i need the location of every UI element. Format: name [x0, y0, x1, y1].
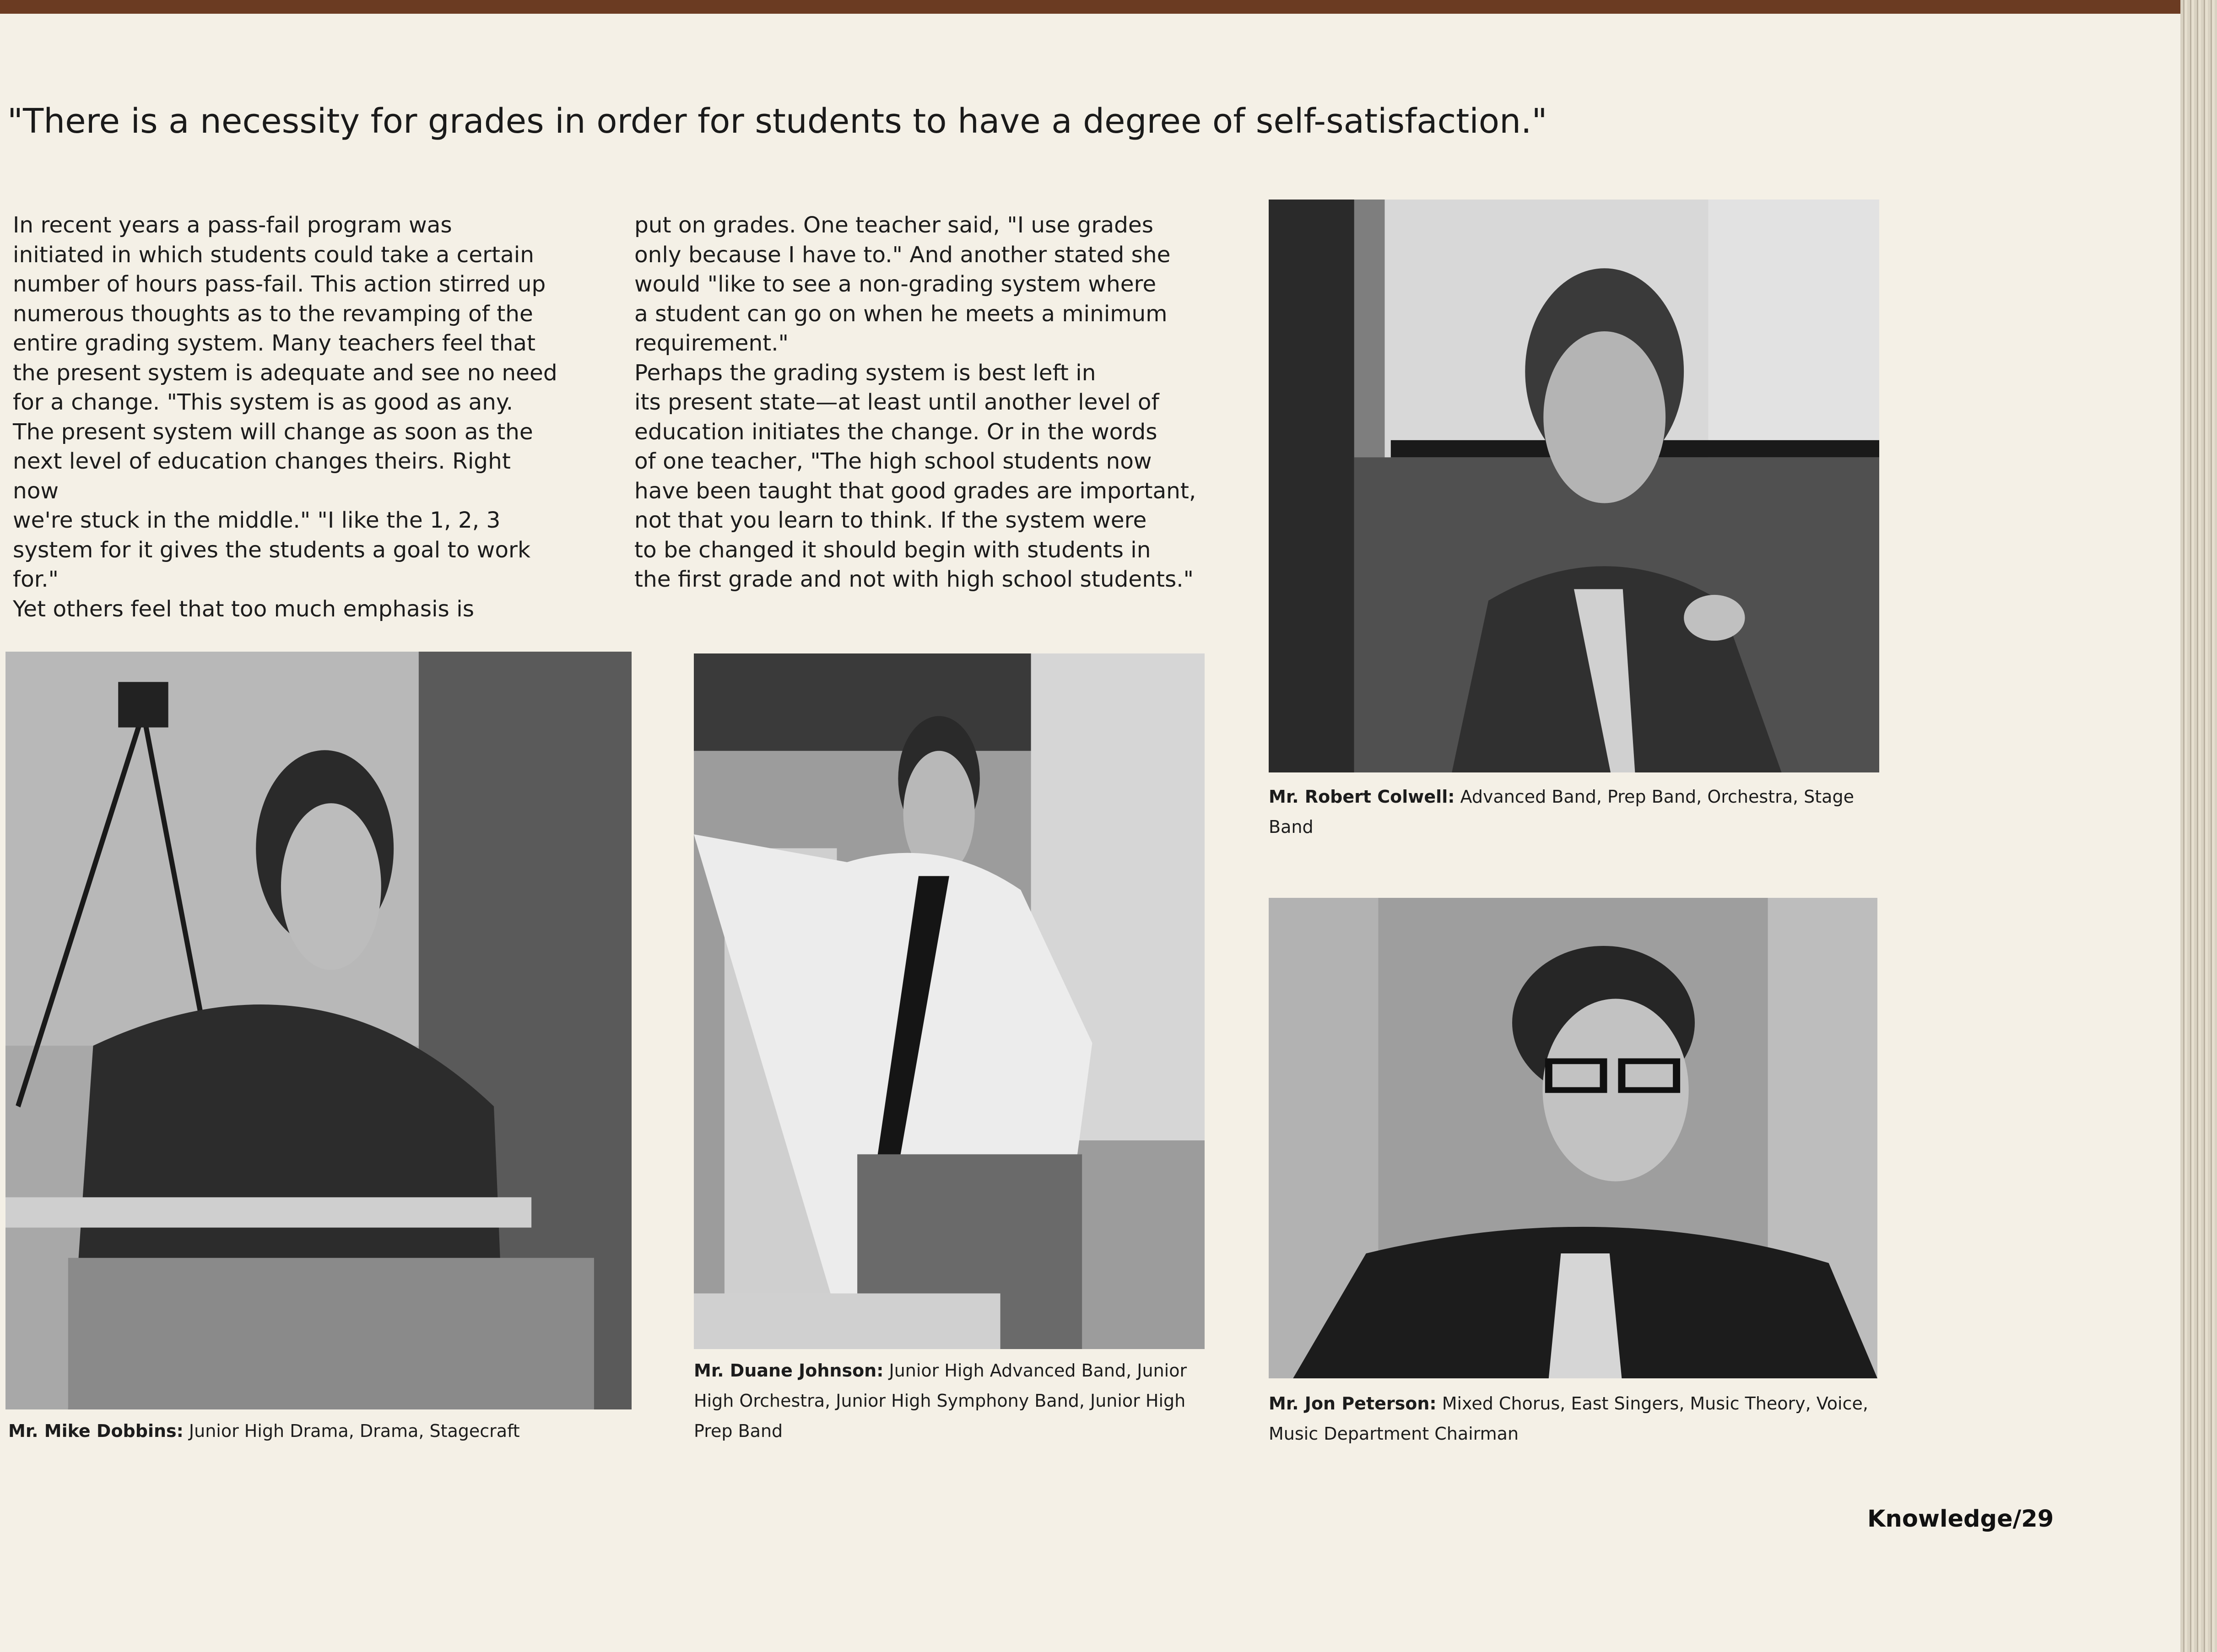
caption-name: Mr. Robert Colwell: — [1269, 787, 1455, 807]
caption-roles: Advanced Band, Prep Band, Orchestra, Stage Band — [1269, 787, 1854, 837]
photo-mike-dobbins — [5, 652, 632, 1409]
caption-duane-johnson — [694, 1355, 1211, 1446]
caption-roles: Junior High Advanced Band, Junior High Orchestra, Junior High Symphony Band, Junior High Prep Band — [694, 1360, 1187, 1441]
caption-roles: Mixed Chorus, East Singers, Music Theory, Voice, Music Department Chairman — [1269, 1393, 1868, 1444]
book-binding-top — [0, 0, 2217, 14]
photo-robert-colwell — [1269, 200, 1879, 772]
caption-name: Mr. Duane Johnson: — [694, 1360, 884, 1381]
photo-duane-johnson — [694, 653, 1205, 1349]
page-folio: Knowledge/29 — [1867, 1506, 2054, 1533]
caption-jon-peterson — [1269, 1388, 1891, 1449]
body-column-left: In recent years a pass-fail program was initiated in which students could take a certain number of hours pass-fail. This action stirred up numerous thoughts as to the revamping of the entire grading system. Many teachers feel that the present system is adequate and see no need for a change. "This system is as good as any. The present system will change as soon as the next level of education changes theirs. Right now we're stuck in the middle." "I like the 1, 2, 3 system for it gives the students a goal to work for." Yet others feel that too much emphasis is — [13, 212, 557, 622]
caption-robert-colwell — [1269, 782, 1882, 842]
caption-name: Mr. Mike Dobbins: — [8, 1421, 184, 1441]
caption-mike-dobbins — [8, 1416, 649, 1446]
photo-jon-peterson — [1269, 898, 1877, 1378]
body-column-right: put on grades. One teacher said, "I use grades only because I have to." And another stated she would "like to see a non-grading system where a student can go on when he meets a minimum requirement." Perhaps the grading system is best left in its present state—at least until another level of education initiates the change. Or in the words of one teacher, "The high school students now have been taught that good grades are important, not that you learn to think. If the system were to be changed it should begin with students in the first grade and not with high school students." — [634, 212, 1196, 592]
pull-quote: "There is a necessity for grades in order for students to have a degree of self-satisfaction." — [7, 102, 1547, 141]
page-edges — [2180, 0, 2217, 1652]
caption-name: Mr. Jon Peterson: — [1269, 1393, 1437, 1414]
caption-roles: Junior High Drama, Drama, Stagecraft — [183, 1421, 520, 1441]
